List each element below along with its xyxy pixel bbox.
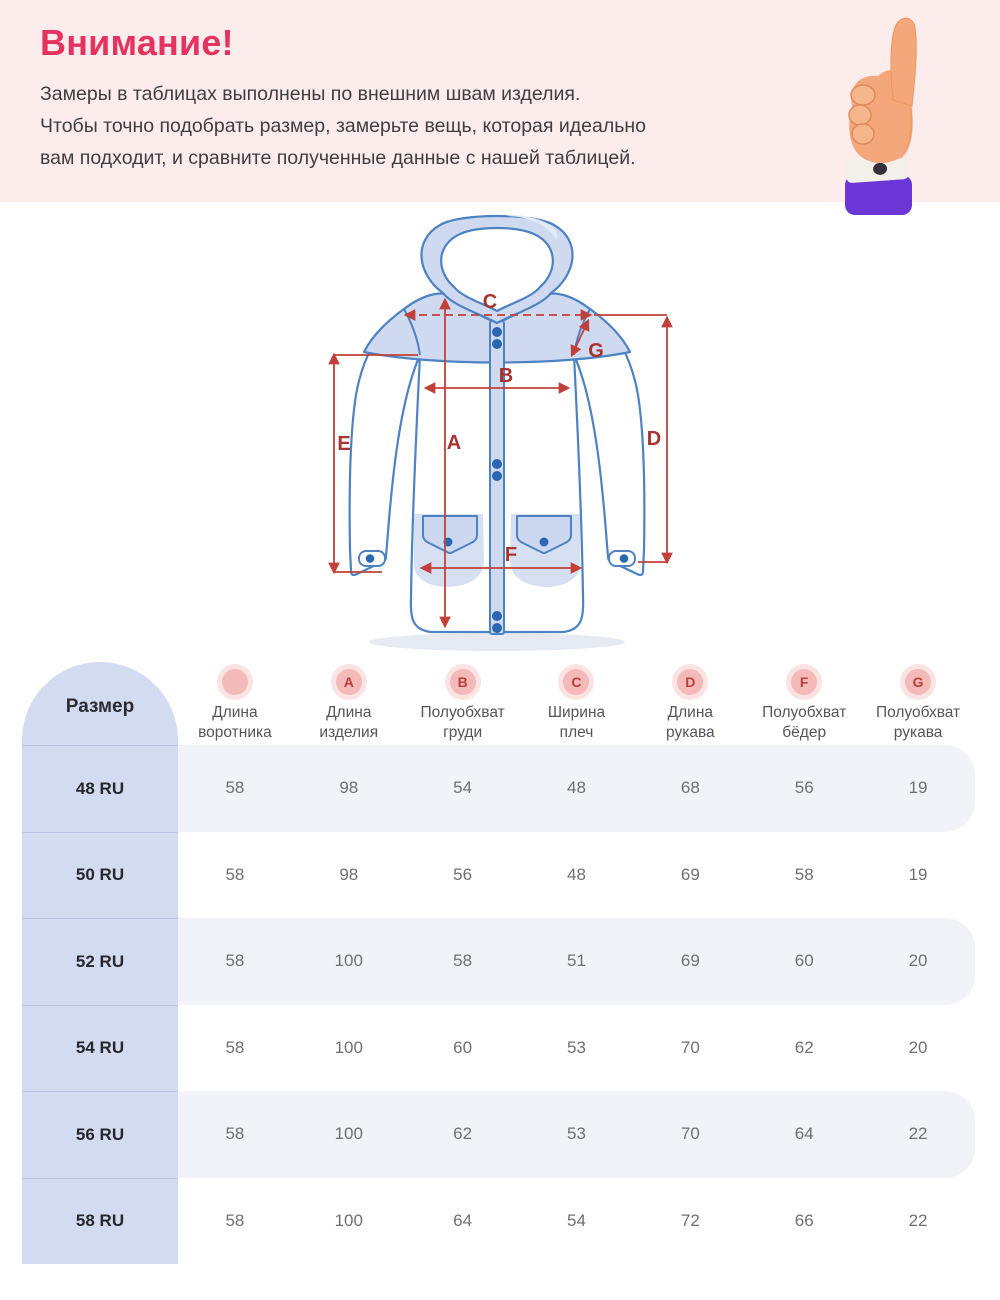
column-label: Длина рукава: [666, 704, 715, 741]
notice-title: Внимание!: [40, 22, 234, 63]
column-header: [520, 662, 634, 745]
cell-value: 62: [794, 1037, 814, 1057]
cell-value: 60: [794, 951, 814, 971]
cell-value: 20: [908, 1037, 928, 1057]
cell-value: 68: [680, 778, 700, 798]
measure-letter-badge: [217, 664, 253, 700]
cell-value: 56: [794, 778, 814, 798]
cell-value: 58: [225, 1124, 245, 1144]
cell-value: 53: [567, 1124, 586, 1144]
notice-line: Замеры в таблицах выполнены по внешним швам изделия.: [40, 83, 581, 105]
size-row-label: 52 RU: [22, 918, 178, 1005]
size-row-label: 58 RU: [22, 1178, 178, 1265]
table-row: [178, 1091, 975, 1178]
index-finger: [891, 18, 916, 106]
badge-letter: A: [343, 674, 354, 690]
column-label: Ширина плеч: [547, 704, 606, 741]
cell-value: 98: [339, 778, 359, 798]
cell-value: 20: [908, 951, 928, 971]
column-label: Полуобхват рукава: [875, 704, 961, 741]
table-body: [178, 745, 975, 1264]
cell-value: 100: [334, 1037, 363, 1057]
size-column-header: Размер: [65, 695, 135, 717]
cell-value: 58: [453, 951, 473, 971]
cell-value: 69: [680, 951, 700, 971]
notice-line: Чтобы точно подобрать размер, замерьте вещь, которая идеально: [40, 115, 646, 137]
table-row: [178, 832, 975, 919]
table-row: [178, 918, 975, 1005]
badge-letter: D: [685, 674, 696, 690]
jacket-shadow: [369, 633, 625, 651]
column-header: [633, 662, 747, 745]
cell-value: 62: [453, 1124, 473, 1144]
column-label: Длина воротника: [198, 704, 272, 741]
column-label: Длина изделия: [319, 704, 379, 741]
cell-value: 53: [567, 1037, 586, 1057]
cell-value: 58: [225, 1037, 245, 1057]
measure-letter-badge: [786, 664, 822, 700]
column-header: [861, 662, 975, 745]
column-label: Полуобхват груди: [420, 704, 505, 741]
cell-value: 22: [908, 1210, 928, 1230]
cell-value: 58: [225, 1210, 245, 1230]
cell-value: 100: [334, 951, 363, 971]
cell-value: 60: [453, 1037, 473, 1057]
diagram-letter-e: E: [337, 433, 351, 455]
notice-line: вам подходит, и сравните полученные данные с нашей таблицей.: [40, 147, 636, 169]
cell-value: 48: [567, 778, 586, 798]
diagram-letter-c: C: [482, 291, 498, 313]
cell-value: 98: [339, 864, 359, 884]
right-cuff-button: [620, 554, 629, 563]
jacket-diagram: [300, 205, 700, 660]
diagram-letter-f: F: [504, 544, 518, 566]
left-cuff-button: [366, 554, 375, 563]
badge-letter: B: [457, 674, 468, 690]
cell-value: 64: [453, 1210, 473, 1230]
cell-value: 58: [794, 864, 814, 884]
cell-value: 69: [680, 864, 700, 884]
cell-value: 56: [453, 864, 473, 884]
badge-letter: C: [571, 674, 582, 690]
column-label: Полуобхват бёдер: [762, 704, 847, 741]
cell-value: 48: [567, 864, 586, 884]
cell-value: 64: [794, 1124, 814, 1144]
notice-text: [40, 78, 646, 174]
cell-value: 19: [908, 864, 928, 884]
cell-value: 54: [567, 1210, 586, 1230]
badge-letter: F: [799, 674, 809, 690]
size-column: [22, 662, 178, 1264]
cell-value: 72: [680, 1210, 700, 1230]
cell-value: 19: [908, 778, 928, 798]
column-header: [292, 662, 406, 745]
pointing-hand-illustration: [838, 16, 938, 216]
table-row: [178, 1178, 975, 1265]
table-main: [178, 662, 975, 1264]
cell-value: 66: [794, 1210, 814, 1230]
left-pocket: [414, 514, 484, 587]
diagram-letter-b: B: [498, 365, 514, 387]
column-header: [406, 662, 520, 745]
column-header: [178, 662, 292, 745]
cell-value: 51: [567, 951, 586, 971]
cell-value: 100: [334, 1210, 363, 1230]
measure-letter-badge: [331, 664, 367, 700]
cell-value: 70: [680, 1124, 700, 1144]
measure-letter-badge: [900, 664, 936, 700]
size-table: [22, 662, 975, 1264]
measure-letter-badge: [445, 664, 481, 700]
size-row-label: 50 RU: [22, 832, 178, 919]
diagram-letter-g: G: [588, 340, 604, 362]
measure-letter-badge: [672, 664, 708, 700]
size-row-label: 48 RU: [22, 745, 178, 832]
cell-value: 70: [680, 1037, 700, 1057]
table-row: [178, 745, 975, 832]
column-header: [747, 662, 861, 745]
table-row: [178, 1005, 975, 1092]
cell-value: 54: [453, 778, 473, 798]
right-pocket: [510, 514, 580, 587]
cell-value: 58: [225, 864, 245, 884]
diagram-letter-a: A: [446, 432, 462, 454]
knuckles: [849, 85, 875, 144]
size-row-label: 54 RU: [22, 1005, 178, 1092]
cell-value: 58: [225, 778, 245, 798]
size-row-label: 56 RU: [22, 1091, 178, 1178]
cell-value: 22: [908, 1124, 928, 1144]
diagram-letter-d: D: [646, 428, 662, 450]
size-column-rows: [22, 745, 178, 1264]
cell-value: 100: [334, 1124, 363, 1144]
table-header-row: [178, 662, 975, 745]
cell-value: 58: [225, 951, 245, 971]
measure-letter-badge: [558, 664, 594, 700]
badge-letter: G: [912, 674, 924, 690]
